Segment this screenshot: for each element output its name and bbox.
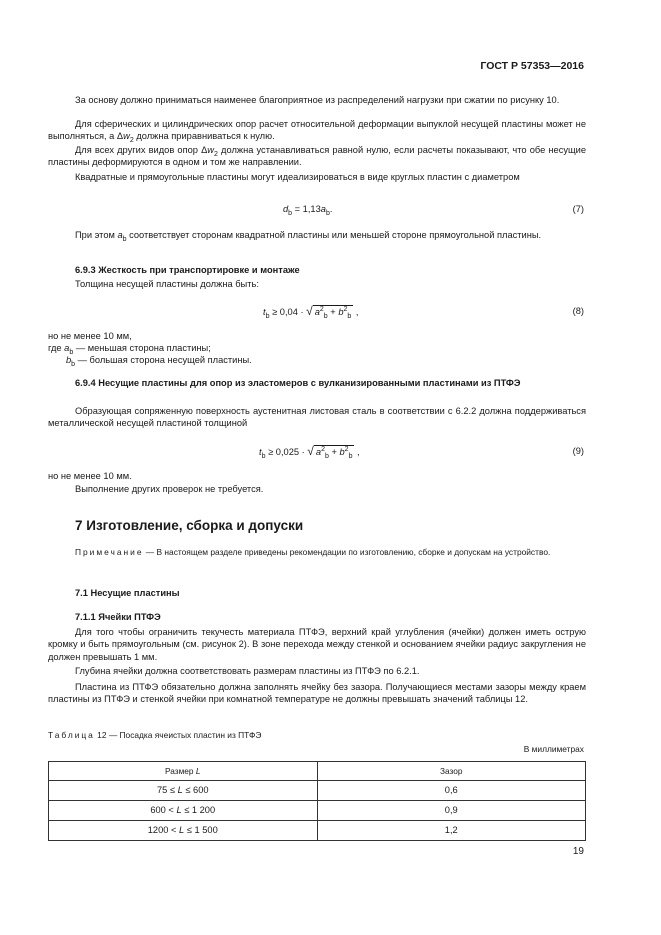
note-label: Примечание <box>75 547 144 557</box>
header-text: Размер <box>165 765 196 776</box>
text-run: При этом <box>75 230 118 240</box>
equation-number: (7) <box>572 204 584 214</box>
data-table <box>48 761 586 841</box>
text-run: должна приравниваться к нулю. <box>133 131 275 142</box>
subscript: b <box>323 312 328 320</box>
superscript: 2 <box>321 445 325 453</box>
cell-text: 600 < <box>150 805 177 816</box>
symbol-b: b <box>339 447 345 457</box>
radicand <box>314 445 355 458</box>
paragraph-text: но не менее 10 мм. <box>48 471 132 481</box>
paragraph-text: Выполнение других проверок не требуется. <box>75 484 264 494</box>
symbol-a: a <box>314 307 320 317</box>
symbol-w: w <box>207 145 215 155</box>
subscript: b <box>261 452 266 460</box>
symbol-b: b <box>338 307 344 317</box>
table-cell <box>49 821 318 841</box>
text-run: — меньшая сторона пластины; <box>73 343 211 353</box>
paragraph-text: Образующая сопряженную поверхность аустенитная листовая сталь в соответствии с 6.2.2 должна поддерживаться металлической несущей пластиной толщиной <box>48 406 586 429</box>
eq-text: ≥ 0,025 · <box>265 447 308 457</box>
paragraph <box>48 405 586 430</box>
subscript: b <box>69 348 74 356</box>
cell-text: 75 ≤ <box>156 785 178 796</box>
subscript: b <box>324 452 329 460</box>
subscript: b <box>265 312 270 320</box>
note <box>48 547 586 559</box>
subscript: b <box>122 235 127 243</box>
text-run: Для всех других видов опор Δ <box>75 145 208 155</box>
eq-text: , <box>354 447 360 457</box>
subscript: b <box>288 209 293 217</box>
paragraph <box>48 171 586 183</box>
paragraph-text: За основу должно приниматься наименее благоприятное из распределений нагрузки при сжатии по рисунку 10. <box>75 95 560 105</box>
paragraph <box>48 229 586 241</box>
equation-number: (8) <box>572 306 584 316</box>
caption-text: 12 — Посадка ячеистых пластин из ПТФЭ <box>94 730 262 740</box>
radical-sign: √ <box>307 444 314 458</box>
eq-text: = 1,13 <box>292 204 321 214</box>
table-cell <box>49 781 318 801</box>
symbol-t: t <box>263 307 266 317</box>
table-cell: 0,9 <box>317 801 586 821</box>
paragraph-text: Квадратные и прямоугольные пластины могут идеализироваться в виде круглых пластин с диаметром <box>75 172 520 182</box>
eq-text: , <box>353 307 359 317</box>
table-cell: 1,2 <box>317 821 586 841</box>
eq-text: + <box>328 447 340 457</box>
subscript: b <box>347 312 352 320</box>
paragraph <box>48 94 586 106</box>
paragraph-text <box>48 229 586 241</box>
text-run: — большая сторона несущей пластины. <box>75 355 252 365</box>
page-number: 19 <box>572 846 584 857</box>
section-heading-7-1: 7.1 Несущие пластины <box>75 588 180 598</box>
table-row <box>49 821 586 841</box>
table-caption <box>48 729 261 741</box>
paragraph-text: Глубина ячейки должна соответствовать размерам пластины из ПТФЭ по 6.2.1. <box>75 666 420 676</box>
cell-text: 1200 < <box>147 825 180 836</box>
paragraph <box>48 118 586 143</box>
subscript: 2 <box>129 137 134 145</box>
subscript: 2 <box>214 150 218 158</box>
paragraph <box>48 665 586 677</box>
subscript: b <box>348 452 353 460</box>
equation-8 <box>263 305 358 318</box>
table-row <box>49 781 586 801</box>
paragraph-text: Пластина из ПТФЭ обязательно должна заполнять ячейку без зазора. Получающиеся местами зазоры между краем пластины из ПТФЭ и стенкой ячейки при комнатной температуре не должны превышать значений таблицы 12. <box>48 682 586 705</box>
table-units: В миллиметрах <box>523 744 584 754</box>
paragraph-text: Толщина несущей пластины должна быть: <box>75 279 259 289</box>
symbol-a: a <box>320 204 326 214</box>
symbol-d: d <box>283 204 289 214</box>
cell-text: ≤ 1 200 <box>181 805 216 816</box>
symbol-l: L <box>195 765 201 776</box>
equation-number: (9) <box>572 446 584 456</box>
eq-text: + <box>327 307 339 317</box>
column-header: Зазор <box>317 762 586 781</box>
symbol-a: a <box>117 230 123 240</box>
where-line-2 <box>66 354 252 366</box>
cell-text: ≤ 1 500 <box>184 825 218 836</box>
symbol-a: a <box>315 447 322 457</box>
paragraph-text: но не менее 10 мм, <box>48 331 132 341</box>
symbol-t: t <box>259 447 262 457</box>
heading-text: 6.9.4 Несущие пластины для опор из эластомеров с вулканизированными пластинами из ПТФЭ <box>75 378 521 388</box>
cell-text: ≤ 600 <box>182 785 209 796</box>
text-run: где <box>48 343 65 353</box>
section-heading-7: 7 Изготовление, сборка и допуски <box>75 518 304 533</box>
paragraph <box>48 681 586 706</box>
section-heading-6-9-3: 6.9.3 Жесткость при транспортировке и монтаже <box>75 265 300 275</box>
symbol-l: L <box>177 785 183 796</box>
text-run: Для сферических и цилиндрических опор расчет относительной деформации выпуклой несущей пластины может не выполняться, а Δ <box>48 119 586 142</box>
standard-number: ГОСТ Р 57353—2016 <box>480 60 584 72</box>
paragraph-text <box>48 118 586 143</box>
symbol-l: L <box>176 805 182 816</box>
text-run: должна устанавливаться равной нулю, если расчеты показывают, что обе несущие пластины деформируются в одном и том же направлении. <box>48 145 587 168</box>
equation-7 <box>283 203 332 215</box>
equation-9 <box>259 445 360 458</box>
note-text <box>48 547 586 559</box>
superscript: 2 <box>319 305 324 313</box>
table-row <box>49 801 586 821</box>
table-cell <box>49 801 318 821</box>
symbol-l: L <box>179 825 185 836</box>
subscript: b <box>71 360 76 368</box>
column-header <box>49 762 318 781</box>
table-label: Таблица <box>48 730 95 740</box>
symbol-w: w <box>123 131 130 142</box>
superscript: 2 <box>344 445 349 453</box>
paragraph <box>48 144 586 169</box>
paragraph-text <box>48 144 586 169</box>
section-heading-6-9-4 <box>75 377 585 389</box>
symbol-b: b <box>66 355 72 365</box>
symbol-a: a <box>64 343 70 353</box>
eq-text: . <box>329 204 333 214</box>
radicand <box>313 305 354 318</box>
where-line-1 <box>48 342 211 354</box>
section-heading-7-1-1: 7.1.1 Ячейки ПТФЭ <box>75 612 161 622</box>
radical-sign: √ <box>306 304 313 318</box>
table-header-row <box>49 762 586 781</box>
paragraph <box>48 626 586 663</box>
text-run: соответствует сторонам квадратной пластины или меньшей стороне прямоугольной пластины. <box>126 230 542 240</box>
paragraph-text: Для того чтобы ограничить текучесть материала ПТФЭ, верхний край углубления (ячейки) должен иметь острую кромку и быть прямоугольным (см. рисунок 2). В зоне перехода между стенкой и основанием ячейки радиус закругления не должен превышать 1 мм. <box>48 627 586 662</box>
eq-text: ≥ 0,04 · <box>269 307 307 317</box>
text-run: — В настоящем разделе приведены рекомендации по изготовлению, сборке и допускам на устройство. <box>143 547 551 557</box>
subscript: b <box>325 209 330 217</box>
superscript: 2 <box>343 305 348 313</box>
table-cell: 0,6 <box>317 781 586 801</box>
